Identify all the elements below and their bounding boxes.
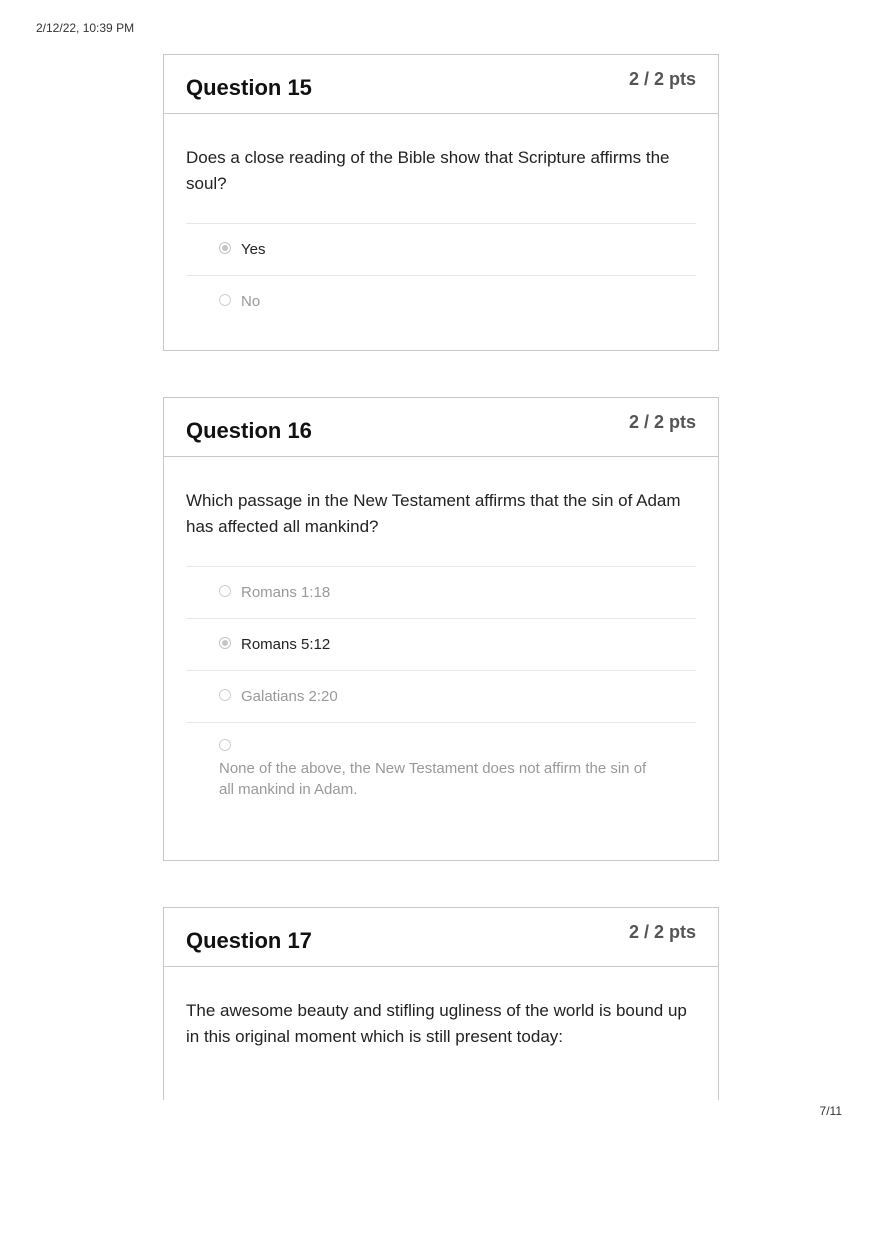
question-text: The awesome beauty and stifling ugliness of the world is bound up in this original moment which is still present today:: [186, 1001, 687, 1046]
answer-option-romans-5-12[interactable]: [186, 619, 696, 671]
question-header: [164, 398, 718, 457]
question-points: 2 / 2 pts: [628, 922, 696, 942]
question-body: [164, 967, 718, 1076]
question-points: 2 / 2 pts: [628, 412, 696, 432]
question-15-card: [163, 54, 719, 351]
answer-label: Romans 1:18: [241, 584, 331, 601]
answer-option-romans-1-18[interactable]: [186, 567, 696, 619]
question-title: Question 15: [186, 75, 312, 100]
answer-option-galatians-2-20[interactable]: [186, 671, 696, 723]
question-header: [164, 908, 718, 967]
answer-label: Galatians 2:20: [241, 688, 338, 705]
answer-list: [186, 566, 696, 834]
question-body: [164, 457, 718, 834]
radio-empty-icon[interactable]: [219, 689, 231, 701]
question-body: [164, 114, 718, 328]
question-title: Question 16: [186, 418, 312, 443]
print-header-timestamp: 2/12/22, 10:39 PM: [36, 21, 135, 35]
page-number: 7/11: [819, 1104, 842, 1118]
radio-empty-icon[interactable]: [219, 585, 231, 597]
question-header: [164, 55, 718, 114]
question-title: Question 17: [186, 928, 312, 953]
answer-label: None of the above, the New Testament does not affirm the sin of all mankind in Adam.: [219, 760, 647, 798]
question-text: Which passage in the New Testament affirms that the sin of Adam has affected all mankind?: [186, 491, 681, 536]
answer-option-none-of-the-above[interactable]: [186, 723, 696, 834]
answer-label: Yes: [241, 241, 266, 258]
radio-selected-icon[interactable]: [219, 637, 231, 649]
question-points: 2 / 2 pts: [628, 69, 696, 89]
answer-label: No: [241, 293, 261, 310]
answer-label: Romans 5:12: [241, 636, 331, 653]
radio-empty-icon[interactable]: [219, 739, 231, 751]
question-text: Does a close reading of the Bible show that Scripture affirms the soul?: [186, 148, 670, 193]
question-17-card: [163, 907, 719, 1100]
radio-empty-icon[interactable]: [219, 294, 231, 306]
answer-option-yes[interactable]: [186, 224, 696, 276]
radio-selected-icon[interactable]: [219, 242, 231, 254]
answer-list: [186, 223, 696, 328]
question-16-card: [163, 397, 719, 861]
answer-option-no[interactable]: [186, 276, 696, 328]
